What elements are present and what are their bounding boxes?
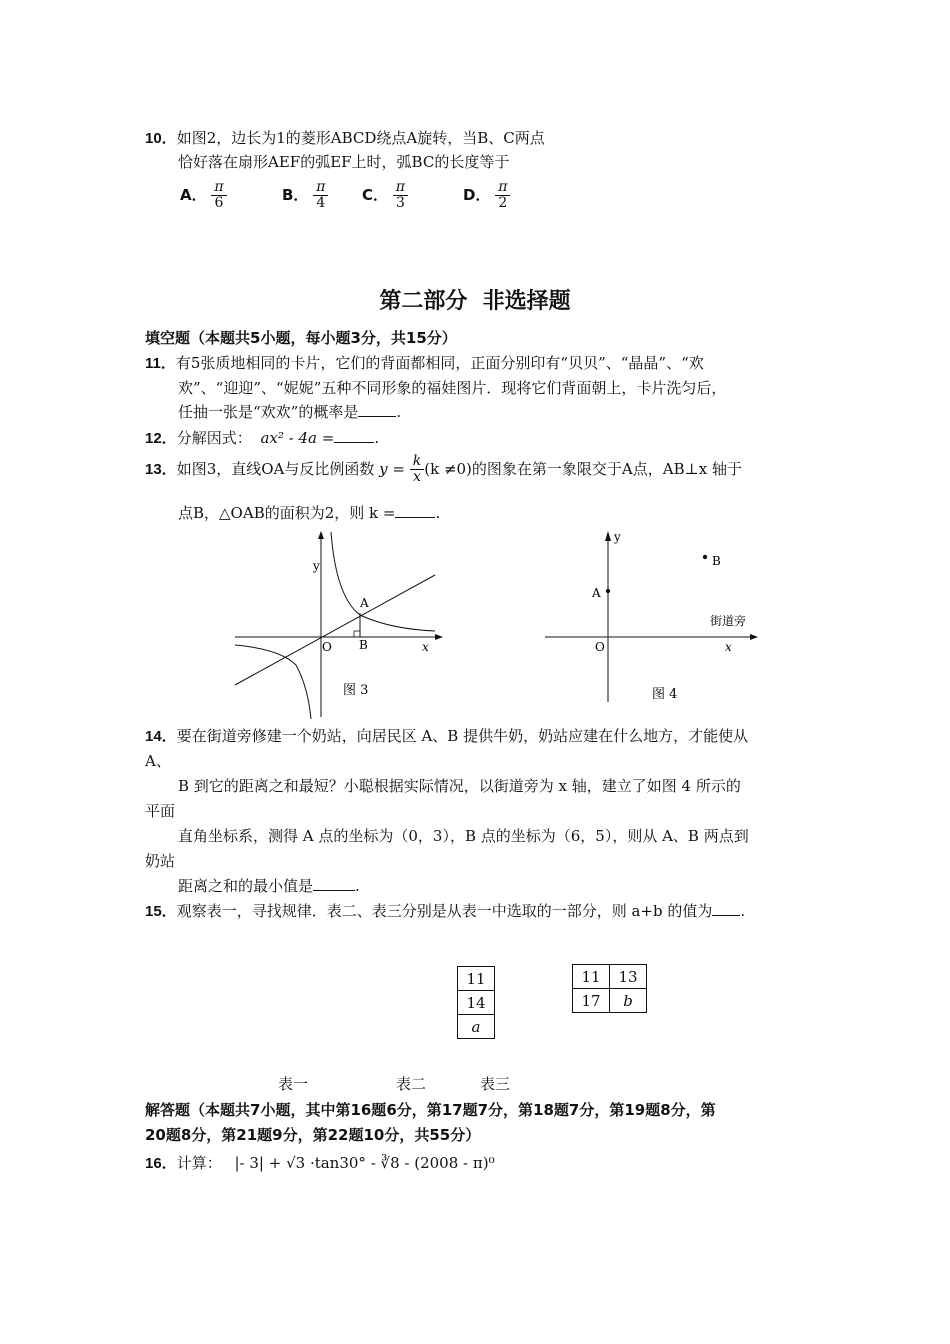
q13-line1 <box>145 454 742 486</box>
caption-table-one: 表一 <box>278 1075 309 1093</box>
q13-condition: (k ≠0) <box>424 459 472 478</box>
q11-text-3: 任抽一张是“欢欢”的概率是 <box>178 403 359 421</box>
fig3-b-label: B <box>359 638 368 652</box>
q10-number: 10． <box>145 130 177 147</box>
q16-line <box>145 1152 495 1173</box>
solve-section-header-2: 20题8分，第21题9分，第22题10分，共55分） <box>145 1126 481 1144</box>
fig4-x-arrow <box>750 634 758 640</box>
fig3-y-arrow <box>318 531 324 539</box>
q11-end: . <box>396 403 402 421</box>
q14-text-3b: 奶站 <box>145 852 176 870</box>
q13-y: y = <box>379 459 405 478</box>
option-a-fraction: $\frac{\pi}{6}$ <box>211 180 226 212</box>
fig3-hyperbola-q1 <box>331 532 435 631</box>
q16-expression: |- 3| + √3 ·tan30° - ∛8 - (2008 - π)⁰ <box>234 1154 495 1172</box>
q12-answer-blank[interactable] <box>334 442 374 443</box>
q12-end: . <box>374 429 380 447</box>
option-c-label: C． <box>362 185 389 204</box>
q12-text: 分解因式： <box>176 429 252 447</box>
table-two-cell: 14 <box>458 991 495 1015</box>
q15-number: 15． <box>145 903 177 920</box>
fig4-y-label: y <box>614 530 621 544</box>
fig3-hyperbola-q3 <box>235 645 311 719</box>
fig4-y-arrow <box>605 531 611 541</box>
q13-line2 <box>178 502 440 523</box>
q15-text: 观察表一，寻找规律．表二、表三分别是从表一中选取的一部分，则 a+b 的值为 <box>176 902 713 920</box>
q13-fraction: $\frac{k}{x}$ <box>410 454 424 486</box>
q11-line3 <box>178 401 401 422</box>
q12-expression: ax² - 4a = <box>260 429 335 447</box>
q15-answer-blank[interactable] <box>712 915 740 916</box>
q14-line4 <box>178 875 360 896</box>
fig4-caption: 图 4 <box>652 687 678 702</box>
q14-end: . <box>355 877 360 895</box>
fig3-o-label: O <box>322 640 332 654</box>
table-three-cell: 11 <box>573 965 610 989</box>
fig3-caption: 图 3 <box>343 683 369 698</box>
q15-line <box>145 900 745 921</box>
option-d-label: D． <box>463 185 491 204</box>
fig3-x-arrow <box>435 634 443 640</box>
q11-text-1: 有5张质地相同的卡片，它们的背面都相同，正面分别印有“贝贝”、“晶晶”、“欢 <box>175 354 704 372</box>
fig4-point-b <box>703 555 707 559</box>
q12-number: 12． <box>145 430 177 447</box>
q14-text-2b: 平面 <box>145 802 176 820</box>
q11-answer-blank[interactable] <box>358 416 396 417</box>
option-c-fraction: $\frac{\pi}{3}$ <box>393 180 408 212</box>
q12-line <box>145 427 379 448</box>
table-two-cell: 11 <box>458 967 495 991</box>
table-three <box>572 964 647 1013</box>
q10-option-c <box>362 180 408 212</box>
fig4-a-label: A <box>592 586 601 600</box>
fill-section-header: 填空题（本题共5小题，每小题3分，共15分） <box>145 329 457 347</box>
fig3-line-oa <box>235 575 435 685</box>
option-a-label: A． <box>180 185 207 204</box>
fig4-x-label: x <box>725 640 732 654</box>
q10-text-2: 恰好落在扇形AEF的弧EF上时，弧BC的长度等于 <box>178 153 510 171</box>
fig3-right-angle-mark <box>354 631 360 637</box>
option-b-fraction: $\frac{\pi}{4}$ <box>313 180 328 212</box>
q13-answer-blank[interactable] <box>395 517 435 518</box>
q13-number: 13． <box>145 460 177 478</box>
table-three-cell: 17 <box>573 989 610 1013</box>
solve-section-header-1: 解答题（本题共7小题，其中第16题6分，第17题7分，第18题7分，第19题8分，第 <box>145 1101 716 1119</box>
option-b-label: B． <box>282 185 309 204</box>
fig3-a-label: A <box>360 596 369 610</box>
q14-text-3: 直角坐标系，测得 A 点的坐标为（0，3），B 点的坐标为（6，5），则从 A、B 两点到 <box>178 827 749 845</box>
part2-title: 第二部分 非选择题 <box>379 289 571 314</box>
figure-4 <box>540 527 770 707</box>
q13-text-pre: 如图3，直线OA与反比例函数 <box>176 459 375 478</box>
fig4-o-label: O <box>595 640 605 654</box>
caption-table-three: 表三 <box>480 1075 511 1093</box>
q16-text: 计算： <box>176 1154 222 1172</box>
fig4-b-label: B <box>712 554 721 568</box>
caption-table-two: 表二 <box>396 1075 427 1093</box>
q16-number: 16． <box>145 1155 177 1172</box>
option-d-fraction: $\frac{\pi}{2}$ <box>495 180 510 212</box>
figure-3 <box>230 527 445 722</box>
table-two <box>457 966 495 1039</box>
q14-text-4: 距离之和的最小值是 <box>178 877 314 895</box>
q13-end: . <box>435 504 441 522</box>
fig4-street-label: 街道旁 <box>710 614 747 628</box>
q14-answer-blank[interactable] <box>313 890 355 891</box>
table-three-cell: 13 <box>610 965 647 989</box>
q14-text-2: B 到它的距离之和最短？小聪根据实际情况，以街道旁为 x 轴，建立了如图 4 所示的 <box>178 777 741 795</box>
q15-end: . <box>740 902 746 920</box>
q14-line1 <box>145 725 748 746</box>
q10-option-b <box>282 180 328 212</box>
q10-line1 <box>145 127 545 148</box>
q14-number: 14． <box>145 728 177 745</box>
table-three-cell: b <box>610 989 647 1013</box>
fig3-y-label: y <box>313 559 320 573</box>
q11-number: 11． <box>145 355 176 372</box>
q14-text-1: 要在街道旁修建一个奶站，向居民区 A、B 提供牛奶，奶站应建在什么地方，才能使从 <box>176 727 749 745</box>
q11-line1 <box>145 352 704 373</box>
q10-option-d <box>463 180 510 212</box>
fig4-point-a <box>606 589 610 593</box>
q11-text-2: 欢”、“迎迎”、“妮妮”五种不同形象的福娃图片．现将它们背面朝上，卡片洗匀后， <box>178 379 727 397</box>
fig3-x-label: x <box>422 640 429 654</box>
q10-text-1: 如图2，边长为1的菱形ABCD绕点A旋转，当B、C两点 <box>176 129 545 147</box>
q13-text-2: 点B，△OAB的面积为2，则 k = <box>178 504 396 522</box>
q13-text-post: 的图象在第一象限交于A点，AB⊥x 轴于 <box>471 459 742 478</box>
q10-option-a <box>180 180 227 212</box>
table-two-cell: a <box>458 1015 495 1039</box>
q14-text-1b: A、 <box>145 752 171 770</box>
